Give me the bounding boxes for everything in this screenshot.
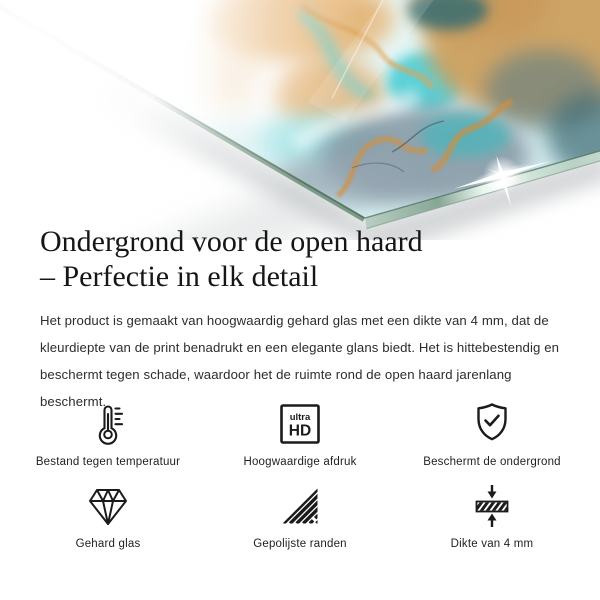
diamond-icon [84, 480, 132, 532]
feature-label: Bestand tegen temperatuur [35, 456, 181, 468]
feature-print-quality [204, 398, 396, 468]
feature-thickness [396, 480, 588, 550]
feature-label: Dikte van 4 mm [450, 538, 534, 550]
product-info-section [40, 224, 560, 415]
features-grid [12, 398, 588, 550]
shield-check-icon [468, 398, 516, 450]
feature-protects-floor [396, 398, 588, 468]
thermometer-icon [84, 398, 132, 450]
polished-edges-icon [276, 480, 324, 532]
feature-temperature [12, 398, 204, 468]
title-line-2: – Perfectie in elk detail [40, 260, 319, 293]
ultra-hd-icon-text-top: ultra [289, 412, 311, 423]
feature-label: Gehard glas [75, 538, 141, 550]
feature-label: Beschermt de ondergrond [423, 456, 561, 468]
feature-label: Gepolijste randen [253, 538, 347, 550]
feature-tempered-glass [12, 480, 204, 550]
highlight-fade [0, 0, 600, 240]
page-title [40, 224, 560, 294]
ultra-hd-icon-text-bottom: HD [288, 422, 312, 440]
product-image [0, 0, 600, 240]
feature-polished-edges [204, 480, 396, 550]
thickness-4mm-icon [468, 480, 516, 532]
ultra-hd-icon [276, 398, 324, 450]
product-description: Het product is gemaakt van hoogwaardig gehard glas met een dikte van 4 mm, dat de kleurdiepte van de print benadrukt en een elegante glans biedt. Het is hittebestendig en beschermt tegen schade, waardoor het de ruimte rond de open haard jarenlang beschermt. [40, 313, 560, 409]
feature-label: Hoogwaardige afdruk [243, 456, 357, 468]
glass-panel-illustration [0, 0, 600, 240]
title-line-1: Ondergrond voor de open haard [40, 225, 423, 258]
